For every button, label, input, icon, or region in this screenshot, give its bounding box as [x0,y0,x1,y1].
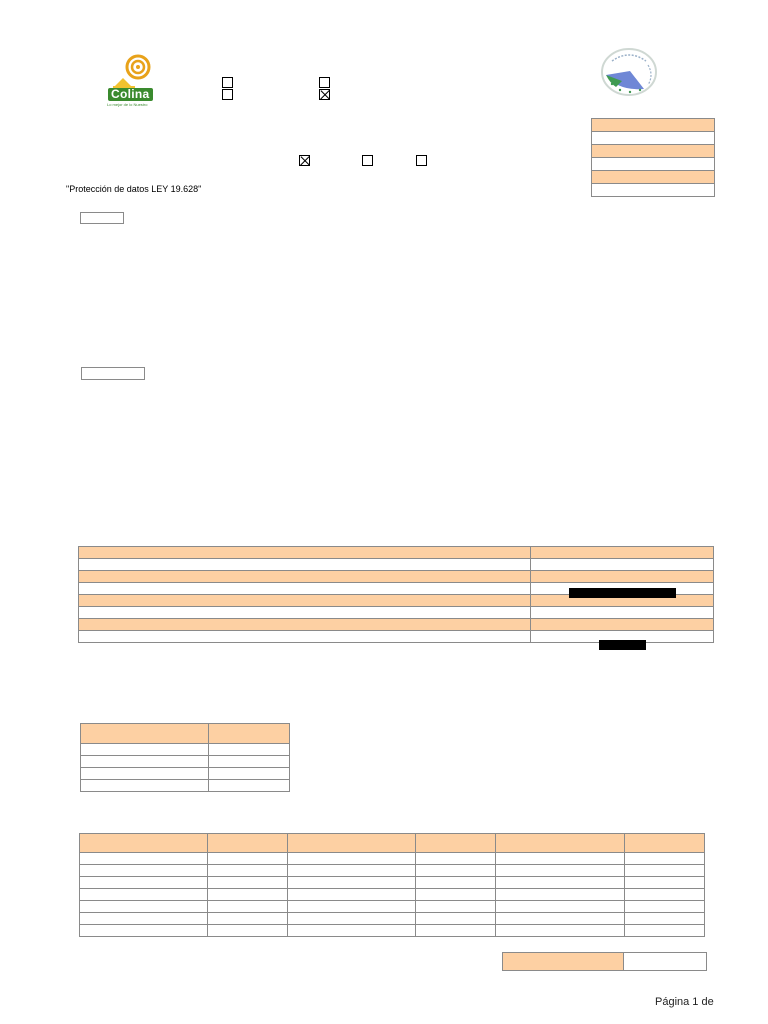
main-value-cell[interactable] [531,607,714,619]
info-value-cell[interactable] [592,132,715,145]
detail-header-cell [80,834,208,853]
small-cell[interactable] [81,744,209,756]
detail-cell[interactable] [416,877,496,889]
main-value-cell[interactable] [79,631,531,643]
detail-cell[interactable] [208,865,288,877]
colina-tagline: Lo mejor de lo Nuestro [107,102,148,107]
detail-cell[interactable] [80,901,208,913]
detail-cell[interactable] [80,925,208,937]
main-value-cell[interactable] [531,559,714,571]
main-header-cell [79,619,531,631]
checkbox-mid-2[interactable] [362,155,373,166]
small-cell[interactable] [81,780,209,792]
detail-cell[interactable] [496,901,625,913]
detail-row [80,877,705,889]
detail-cell[interactable] [80,865,208,877]
info-value-cell[interactable] [592,158,715,171]
detail-cell[interactable] [496,913,625,925]
checkbox-mid-1-checked[interactable] [299,155,310,166]
small-header-cell [81,724,209,744]
detail-cell[interactable] [496,877,625,889]
main-value-cell[interactable] [79,607,531,619]
detail-cell[interactable] [625,853,705,865]
detail-cell[interactable] [416,889,496,901]
detail-cell[interactable] [496,853,625,865]
detail-cell[interactable] [288,925,416,937]
data-protection-notice: "Protección de datos LEY 19.628" [66,184,202,194]
detail-cell[interactable] [625,889,705,901]
small-table [80,723,290,792]
info-label-cell [592,171,715,184]
detail-cell[interactable] [625,877,705,889]
detail-header-cell [625,834,705,853]
detail-cell[interactable] [288,913,416,925]
detail-cell[interactable] [416,853,496,865]
detail-cell[interactable] [416,901,496,913]
main-header-cell [79,595,531,607]
colina-logo [105,52,160,108]
detail-cell[interactable] [208,901,288,913]
info-value-cell[interactable] [592,184,715,197]
main-header-cell [531,571,714,583]
total-value-cell[interactable] [624,953,707,971]
redacted-block-1 [569,588,676,598]
colina-brand-text: Colina [111,87,150,101]
detail-cell[interactable] [208,889,288,901]
detail-header-cell [416,834,496,853]
main-value-cell[interactable] [79,583,531,595]
detail-cell[interactable] [288,889,416,901]
detail-cell[interactable] [288,865,416,877]
detail-cell[interactable] [208,877,288,889]
detail-header-cell [496,834,625,853]
detail-cell[interactable] [288,901,416,913]
detail-row [80,913,705,925]
detail-row [80,925,705,937]
main-header-cell [531,619,714,631]
detail-cell[interactable] [80,853,208,865]
detail-cell[interactable] [80,913,208,925]
detail-cell[interactable] [288,877,416,889]
small-cell[interactable] [81,756,209,768]
detail-cell[interactable] [625,913,705,925]
detail-row [80,853,705,865]
small-header-cell [209,724,290,744]
field-box-1[interactable] [80,212,124,224]
checkbox-top-3[interactable] [319,77,330,88]
detail-cell[interactable] [625,925,705,937]
detail-table [79,833,705,937]
main-header-cell [531,547,714,559]
small-cell[interactable] [209,780,290,792]
detail-cell[interactable] [80,877,208,889]
small-cell[interactable] [81,768,209,780]
detail-cell[interactable] [416,865,496,877]
detail-cell[interactable] [288,853,416,865]
detail-header-cell [288,834,416,853]
page-number: Página 1 de [655,996,714,1008]
detail-header-cell [208,834,288,853]
info-table-right [591,118,715,197]
main-header-cell [79,571,531,583]
checkbox-top-2[interactable] [222,89,233,100]
detail-row [80,901,705,913]
main-header-cell [79,547,531,559]
checkbox-top-4-checked[interactable] [319,89,330,100]
detail-row [80,865,705,877]
detail-cell[interactable] [208,853,288,865]
redacted-block-2 [599,640,646,650]
detail-row [80,889,705,901]
detail-cell[interactable] [496,865,625,877]
detail-cell[interactable] [625,901,705,913]
small-cell[interactable] [209,768,290,780]
checkbox-mid-3[interactable] [416,155,427,166]
detail-cell[interactable] [80,889,208,901]
small-cell[interactable] [209,756,290,768]
detail-cell[interactable] [208,925,288,937]
total-table [502,952,707,971]
field-box-2[interactable] [81,367,145,380]
detail-cell[interactable] [208,913,288,925]
info-label-cell [592,145,715,158]
detail-cell[interactable] [416,925,496,937]
detail-cell[interactable] [496,925,625,937]
checkbox-top-1[interactable] [222,77,233,88]
total-label-cell [503,953,624,971]
info-label-cell [592,119,715,132]
detail-cell[interactable] [496,889,625,901]
detail-cell[interactable] [416,913,496,925]
main-value-cell[interactable] [79,559,531,571]
seal-graphic [600,47,658,97]
institution-seal [600,47,658,97]
detail-cell[interactable] [625,865,705,877]
small-cell[interactable] [209,744,290,756]
